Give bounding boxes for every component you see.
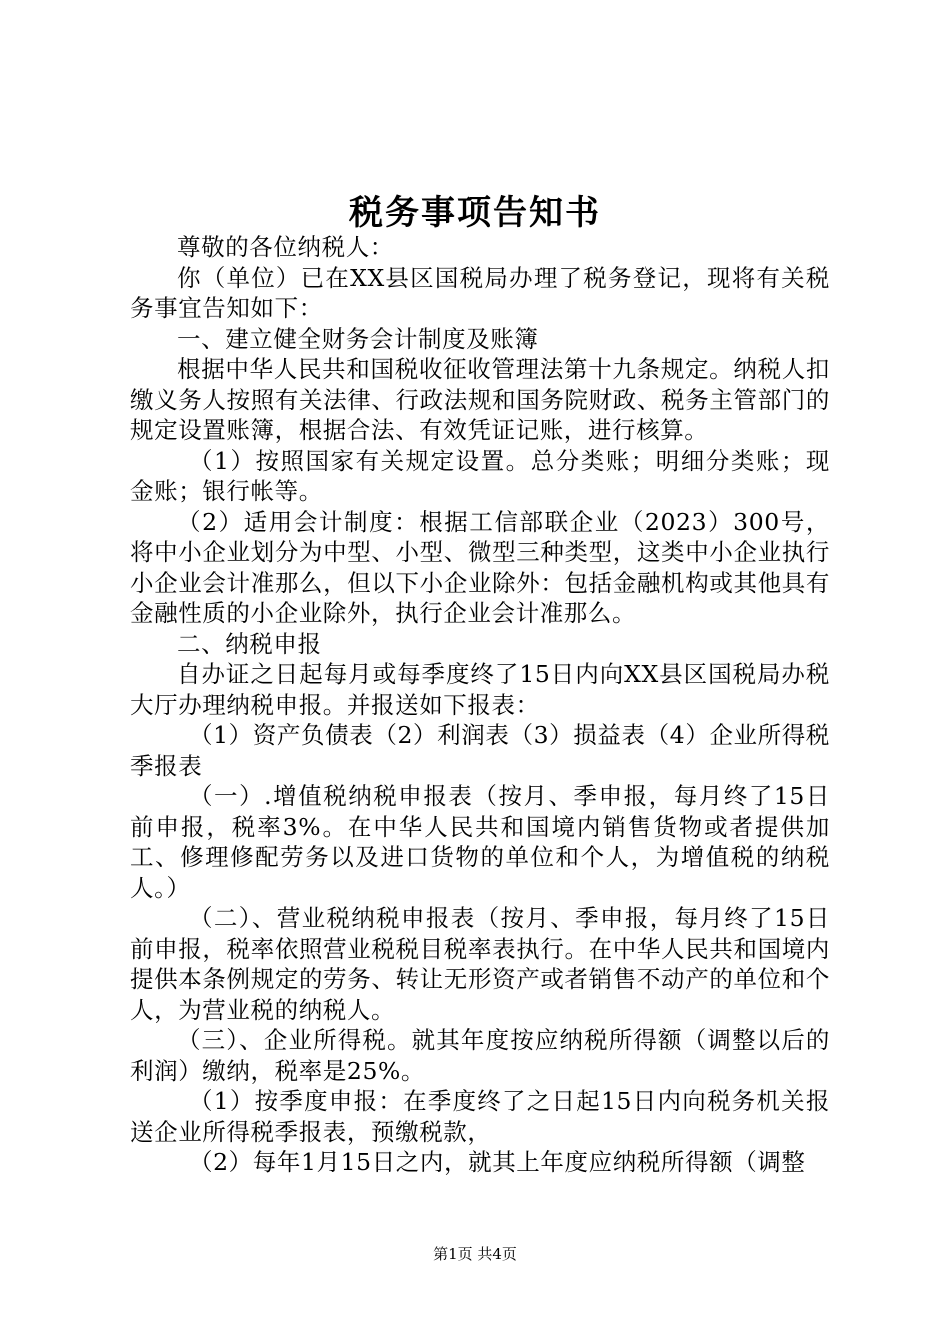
paragraph-income-tax: （三）、企业所得税。就其年度按应纳税所得额（调整以后的利润）缴纳，税率是25%。 — [130, 1026, 830, 1085]
paragraph-item-2: （2）适用会计制度：根据工信部联企业（2023）300号，将中小企业划分为中型、小型、微型三种类型，这类中小企业执行小企业会计准那么，但以下小企业除外：包括金融机构或其他具有金融性质的小企业除外，执行企业会计准那么。 — [130, 507, 830, 627]
section-heading-1: 一、建立健全财务会计制度及账簿 — [177, 324, 539, 353]
paragraph-item-1: （1）按照国家有关规定设置。总分类账；明细分类账；现金账；银行帐等。 — [130, 446, 830, 505]
salutation: 尊敬的各位纳税人： — [177, 233, 394, 261]
paragraph-vat: （一）.增值税纳税申报表（按月、季申报，每月终了15日前申报，税率3%。在中华人民共和国境内销售货物或者提供加工、修理修配劳务以及进口货物的单位和个人，为增值税的纳税人。） — [130, 782, 830, 902]
paragraph-intro: 你（单位）已在XX县区国税局办理了税务登记，现将有关税务事宜告知如下： — [130, 263, 830, 322]
paragraph-reports: （1）资产负债表（2）利润表（3）损益表（4）企业所得税季报表 — [130, 721, 830, 780]
paragraph-declaration: 自办证之日起每月或每季度终了15日内向XX县区国税局办税大厅办理纳税申报。并报送如下报表： — [130, 660, 830, 719]
paragraph-legal-basis: 根据中华人民共和国税收征收管理法第十九条规定。纳税人扣缴义务人按照有关法律、行政法规和国务院财政、税务主管部门的规定设置账簿，根据合法、有效凭证记账，进行核算。 — [130, 355, 830, 444]
paragraph-business-tax: （二）、营业税纳税申报表（按月、季申报，每月终了15日前申报，税率依照营业税税目税率表执行。在中华人民共和国境内提供本条例规定的劳务、转让无形资产或者销售不动产的单位和个人，为营业税的纳税人。 — [130, 904, 830, 1024]
section-heading-2: 二、纳税申报 — [177, 629, 322, 658]
page-footer: 第1页 共4页 — [433, 1245, 517, 1263]
paragraph-quarterly: （1）按季度申报：在季度终了之日起15日内向税务机关报送企业所得税季报表，预缴税款， — [130, 1087, 830, 1146]
paragraph-annual: （2）每年1月15日之内，就其上年度应纳税所得额（调整 — [189, 1148, 806, 1176]
document-title: 税务事项告知书 — [349, 193, 601, 233]
document-body — [130, 232, 830, 1178]
